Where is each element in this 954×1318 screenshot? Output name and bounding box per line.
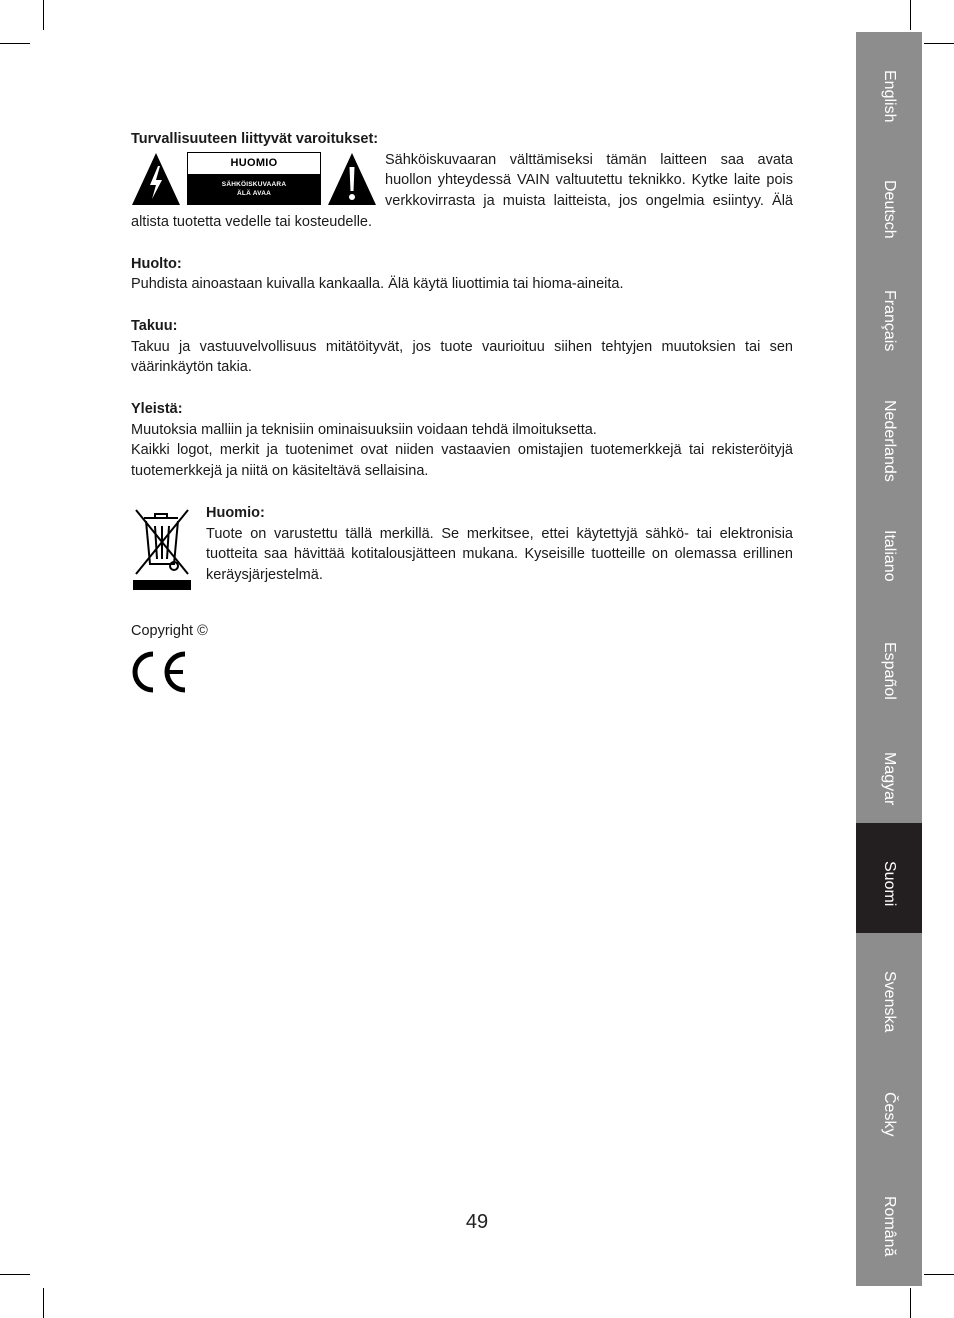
tab-label: Español	[881, 642, 898, 700]
warning-label-body	[188, 174, 320, 204]
crop-mark	[910, 1288, 911, 1318]
tab-label: Česky	[881, 1092, 898, 1137]
document-body	[131, 129, 793, 694]
tab-svenska[interactable]	[856, 933, 922, 1043]
lightning-warning-icon	[131, 152, 181, 206]
maintenance-heading: Huolto:	[131, 255, 182, 272]
tab-francais[interactable]	[856, 252, 922, 362]
tab-label: English	[881, 70, 898, 123]
tab-english[interactable]	[856, 32, 922, 142]
tab-label: Nederlands	[881, 400, 898, 482]
tab-label: Français	[881, 290, 898, 352]
warning-label-title: HUOMIO	[188, 153, 320, 174]
tab-label: Română	[881, 1196, 898, 1257]
language-tab-strip	[856, 32, 922, 1286]
tab-label: Deutsch	[881, 180, 898, 239]
copyright-text: Copyright ©	[131, 622, 208, 639]
general-text-2: Kaikki logot, merkit ja tuotenimet ovat niiden vastaavien omistajien tuotemerkkejä tai rekisteröityjä tuotemerkkejä ja niitä on käsiteltävä sellaisina.	[131, 442, 793, 480]
tab-espanol[interactable]	[856, 604, 922, 714]
tab-label: Suomi	[881, 861, 898, 907]
crop-mark	[43, 1288, 44, 1318]
maintenance-text: Puhdista ainoastaan kuivalla kankaalla. Älä käytä liuottimia tai hioma-aineita.	[131, 276, 624, 293]
crossed-out-bin-icon	[131, 506, 193, 592]
general-heading: Yleistä:	[131, 401, 183, 418]
warning-label	[187, 152, 321, 205]
weee-text-block	[206, 503, 793, 586]
tab-suomi[interactable]	[856, 823, 922, 933]
crop-mark	[924, 43, 954, 44]
crop-mark	[0, 43, 30, 44]
warning-label-line: ÄLÄ AVAA	[237, 189, 271, 197]
safety-text: Sähköiskuvaaran välttämiseksi tämän laitteen saa avata huollon yhteydessä VAIN valtuutettu teknikko. Kytke laite pois verkkovirrasta ja muista laitteista, jos ongelmia esiintyy. Älä altista tuotetta vedelle tai kosteudelle.	[131, 151, 793, 230]
weee-text: Tuote on varustettu tällä merkillä. Se merkitsee, ettei käytettyjä sähkö- tai elektronisia tuotteita saa hävittää kotitalousjätteen mukana. Kyseisille tuotteille on olemassa erillinen keräysjärjestelmä.	[206, 525, 793, 583]
tab-romana[interactable]	[856, 1158, 922, 1268]
tab-label: Magyar	[881, 752, 898, 806]
tab-magyar[interactable]	[856, 714, 922, 824]
weee-heading: Huomio:	[206, 504, 265, 521]
tab-nederlands[interactable]	[856, 362, 922, 482]
safety-icons	[131, 152, 377, 208]
crop-mark	[910, 0, 911, 30]
tab-label: Svenska	[881, 971, 898, 1033]
warranty-heading: Takuu:	[131, 317, 178, 334]
warranty-text: Takuu ja vastuuvelvollisuus mitätöityvät, jos tuote vaurioituu siihen tehtyjen muutoksien tai sen väärinkäytön takia.	[131, 338, 793, 376]
tab-deutsch[interactable]	[856, 142, 922, 252]
page-number: 49	[465, 1211, 489, 1233]
general-text-1: Muutoksia malliin ja teknisiin ominaisuuksiin voidaan tehdä ilmoituksetta.	[131, 421, 597, 438]
tab-label: Italiano	[881, 530, 898, 582]
crop-mark	[0, 1274, 30, 1275]
tab-cesky[interactable]	[856, 1054, 922, 1164]
ce-mark-icon	[131, 650, 189, 694]
safety-heading: Turvallisuuteen liittyvät varoitukset:	[131, 131, 379, 147]
weee-section	[131, 503, 793, 593]
crop-mark	[43, 0, 44, 30]
crop-mark	[924, 1274, 954, 1275]
safety-section	[131, 150, 793, 233]
exclamation-warning-icon	[327, 152, 377, 206]
tab-italiano[interactable]	[856, 492, 922, 602]
warning-label-line: SÄHKÖISKUVAARA	[221, 180, 287, 188]
